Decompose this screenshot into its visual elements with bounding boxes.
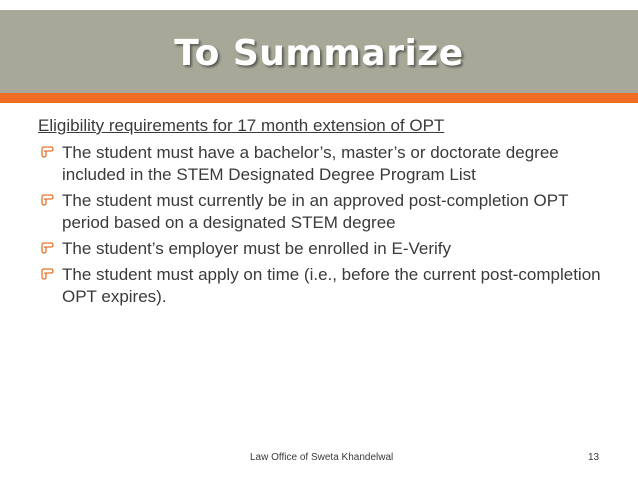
scroll-bullet-icon xyxy=(40,193,54,207)
scroll-bullet-icon xyxy=(40,241,54,255)
scroll-bullet-icon xyxy=(40,145,54,159)
bullet-item xyxy=(38,142,604,186)
bullet-item xyxy=(38,190,604,234)
bullet-text: The student must apply on time (i.e., before the current post-completion OPT expires). xyxy=(62,265,601,306)
slide-title: To Summarize xyxy=(174,33,464,74)
accent-bar xyxy=(0,93,638,103)
footer-text: Law Office of Sweta Khandelwal xyxy=(250,452,394,463)
title-band xyxy=(0,10,638,93)
scroll-bullet-icon xyxy=(40,267,54,281)
bullet-text: The student must have a bachelor’s, master’s or doctorate degree included in the STEM Designated Degree Program List xyxy=(62,143,559,184)
bullet-text: The student’s employer must be enrolled in E-Verify xyxy=(62,239,451,258)
slide-content xyxy=(38,116,604,312)
bullet-item xyxy=(38,238,604,260)
bullet-text: The student must currently be in an approved post-completion OPT period based on a designated STEM degree xyxy=(62,191,569,232)
bullet-item xyxy=(38,264,604,308)
bullet-list xyxy=(38,142,604,308)
subheading: Eligibility requirements for 17 month extension of OPT xyxy=(38,116,445,135)
page-number: 13 xyxy=(588,452,600,463)
